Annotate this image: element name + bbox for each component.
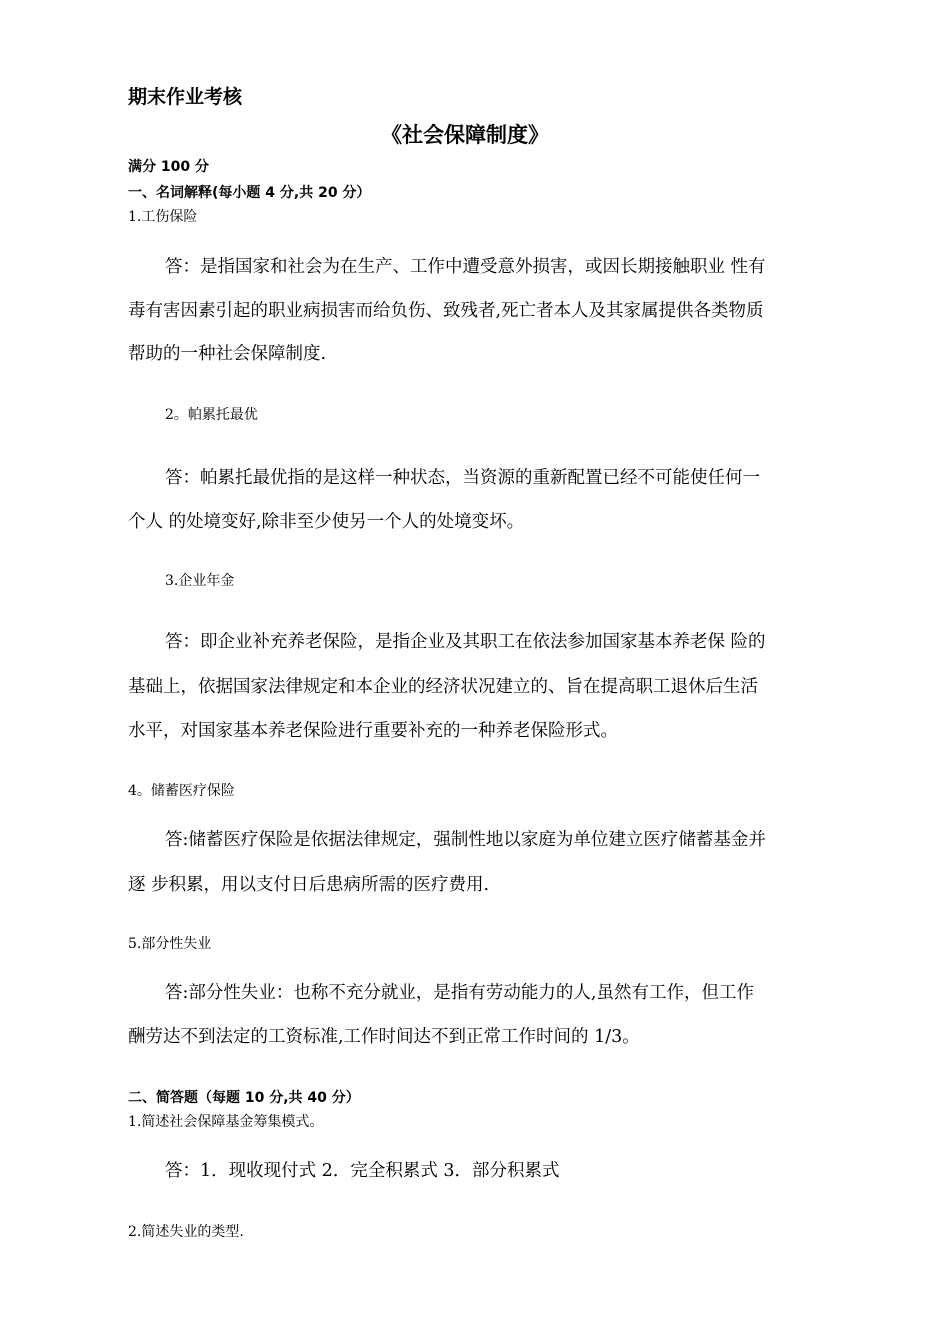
answer-5-line-2: 酬劳达不到法定的工资标准,工作时间达不到正常工作时间的 1/3。 [128,1027,640,1047]
answer-1-line-2: 毒有害因素引起的职业病损害而给负伤、致残者,死亡者本人及其家属提供各类物质 [128,301,764,321]
section-2-heading: 二、简答题（每题 10 分,共 40 分） [128,1090,360,1106]
page-label: 期末作业考核 [128,86,243,108]
answer-1-line-3: 帮助的一种社会保障制度. [128,344,327,364]
answer-4-line-2: 逐 步积累，用以支付日后患病所需的医疗费用. [128,875,490,895]
full-score: 满分 100 分 [128,159,209,175]
answer-3-line-3: 水平，对国家基本养老保险进行重要补充的一种养老保险形式。 [128,721,618,741]
answer-5-line-1: 答:部分性失业：也称不充分就业，是指有劳动能力的人,虽然有工作，但工作 [165,983,754,1003]
term-4: 4。储蓄医疗保险 [128,783,235,799]
term-5: 5.部分性失业 [128,936,212,952]
term-1: 1.工伤保险 [128,209,198,225]
answer-2-line-2: 个人 的处境变好,除非至少使另一个人的处境变坏。 [128,512,525,532]
question-1: 1.简述社会保障基金筹集模式。 [128,1114,324,1130]
answer-4-line-1: 答:储蓄医疗保险是依据法律规定，强制性地以家庭为单位建立医疗储蓄基金并 [165,830,766,850]
answer-1-line-1: 答：是指国家和社会为在生产、工作中遭受意外损害，或因长期接触职业 性有 [165,257,766,277]
answer-3-line-2: 基础上，依据国家法律规定和本企业的经济状况建立的、旨在提高职工退休后生活 [128,677,758,697]
answer-2-line-1: 答：帕累托最优指的是这样一种状态，当资源的重新配置已经不可能使任何一 [165,468,760,488]
term-2: 2。帕累托最优 [165,407,258,423]
answer-3-line-1: 答：即企业补充养老保险，是指企业及其职工在依法参加国家基本养老保 险的 [165,632,766,652]
term-3: 3.企业年金 [165,573,235,589]
section-1-heading: 一、名词解释(每小题 4 分,共 20 分） [128,185,371,201]
question-2: 2.简述失业的类型. [128,1224,244,1240]
question-1-answer: 答：1．现收现付式 2．完全积累式 3．部分积累式 [165,1161,560,1181]
page-title: 《社会保障制度》 [381,123,549,147]
